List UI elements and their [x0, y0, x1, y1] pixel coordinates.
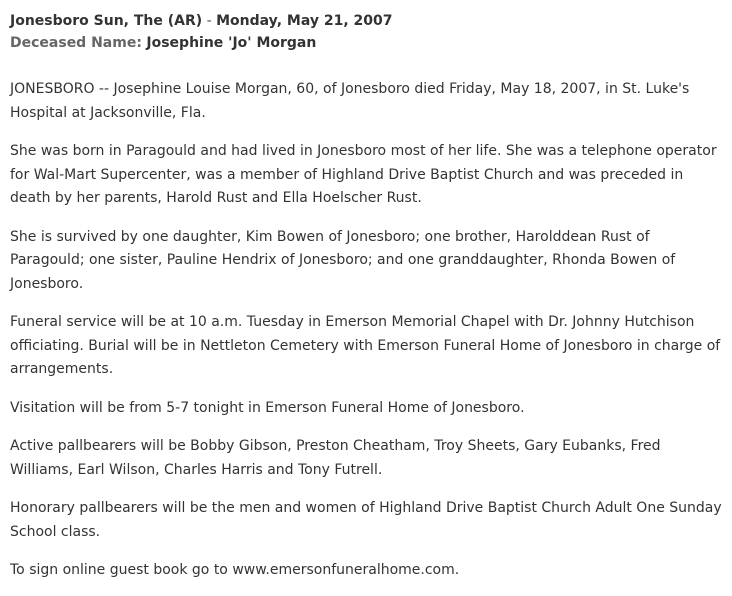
deceased-name: Josephine 'Jo' Morgan — [146, 35, 317, 51]
paragraph-survivors: She is survived by one daughter, Kim Bowen of Jonesboro; one brother, Harolddean Rust of Paragould; one sister, Pauline Hendrix of Jonesboro; and one granddaughter, Rhonda Bowen of Jonesboro. — [10, 228, 676, 292]
paragraph-guest-book: To sign online guest book go to www.emersonfuneralhome.com. — [10, 562, 460, 578]
paragraph-death-notice: JONESBORO -- Josephine Louise Morgan, 60, of Jonesboro died Friday, May 18, 2007, in St. Luke's Hospital at Jacksonville, Fla. — [10, 81, 690, 121]
publication-date: Monday, May 21, 2007 — [216, 13, 393, 29]
paragraph-funeral-service: Funeral service will be at 10 a.m. Tuesday in Emerson Memorial Chapel with Dr. Johnny Hutchison officiating. Burial will be in Nettleton Cemetery with Emerson Funeral Home of Jonesboro in charge of arrangements. — [10, 314, 721, 377]
publication-name: Jonesboro Sun, The (AR) — [10, 13, 203, 29]
deceased-label: Deceased Name: — [10, 35, 142, 51]
paragraph-honorary-pallbearers: Honorary pallbearers will be the men and women of Highland Drive Baptist Church Adult One Sunday School class. — [10, 500, 722, 540]
publication-line — [10, 10, 722, 32]
paragraph-biography: She was born in Paragould and had lived in Jonesboro most of her life. She was a telephone operator for Wal-Mart Supercenter, was a member of Highland Drive Baptist Church and was preceded in death by her parents, Harold Rust and Ella Hoelscher Rust. — [10, 143, 717, 206]
paragraph-visitation: Visitation will be from 5-7 tonight in Emerson Funeral Home of Jonesboro. — [10, 399, 525, 416]
header-separator: - — [202, 13, 217, 29]
deceased-line — [10, 32, 722, 54]
obituary-body — [10, 78, 722, 583]
paragraph-active-pallbearers: Active pallbearers will be Bobby Gibson, Preston Cheatham, Troy Sheets, Gary Eubanks, Fred Williams, Earl Wilson, Charles Harris and Tony Futrell. — [10, 438, 661, 478]
